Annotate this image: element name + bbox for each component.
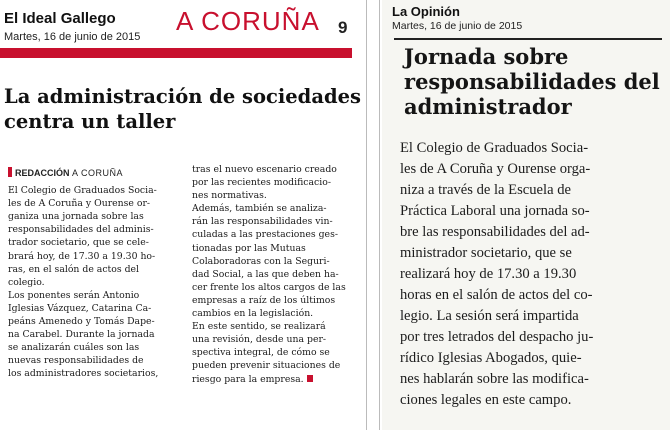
byline-marker-icon — [8, 167, 12, 177]
newspaper-masthead: El Ideal Gallego — [4, 10, 116, 27]
paragraph: Además, también se analiza- rán las responsabilidades vin- culadas a las prestaciones ges- tionadas por las Mutuas Colaboradoras con la Seguri- dad Social, a las que deben ha- cer frente los altos cargos de las empresas a raíz de los últimos cambios en la legislación. — [192, 203, 346, 320]
end-of-article-icon — [307, 375, 313, 382]
article-body: El Colegio de Graduados Socia- les de A Coruña y Ourense orga- niza a través de la Escuela de Práctica Laboral una jornada so- bre las responsabilidades del ad- ministrador societario, que se realizará hoy de 17.30 a 19.30 horas en el salón de actos del co- legio. La sesión será impartida por tres letrados del despacho ju- rídico Iglesias Abogados, quie- nes hablarán sobre las modifica- ciones legales en este campo. — [400, 140, 594, 408]
article-column-2 — [192, 163, 362, 430]
article-headline: La administración de sociedades centra un taller — [4, 85, 361, 133]
publication-date: Martes, 16 de junio de 2015 — [392, 20, 523, 32]
byline — [8, 167, 184, 180]
page-number: 9 — [338, 18, 348, 37]
section-rule — [0, 48, 352, 58]
article-column-1 — [8, 167, 184, 430]
byline-place: A CORUÑA — [72, 168, 124, 178]
clipping-la-opinion — [382, 0, 670, 430]
paragraph: Los ponentes serán Antonio Iglesias Vázquez, Catarina Ca- peáns Amenedo y Tomás Dape- na Carabel. Durante la jornada se analizarán cuáles son las nuevas responsabilidades de los administradores societarios, — [8, 289, 159, 380]
byline-author: REDACCIÓN — [15, 168, 70, 178]
clipping-divider — [366, 0, 380, 430]
newspaper-masthead: La Opinión — [392, 4, 460, 19]
paragraph: En este sentido, se realizará una revisión, desde una per- spectiva integral, de cómo se pueden prevenir situaciones de riesgo para la empresa. — [192, 321, 341, 385]
paragraph: tras el nuevo escenario creado por las recientes modificacio- nes normativas. — [192, 164, 337, 202]
paragraph: El Colegio de Graduados Socia- les de A Coruña y Ourense or- ganiza una jornada sobre las responsabilidades del adminis- trador societario, que se cele- brará hoy, de 17.30 a 19.30 ho- ras, en el salón de actos del colegio. — [8, 185, 157, 288]
header-rule — [394, 38, 662, 40]
publication-date: Martes, 16 de junio de 2015 — [4, 31, 141, 43]
section-title: A CORUÑA — [176, 6, 320, 36]
article-headline: Jornada sobre responsabilidades del administrador — [404, 44, 660, 119]
